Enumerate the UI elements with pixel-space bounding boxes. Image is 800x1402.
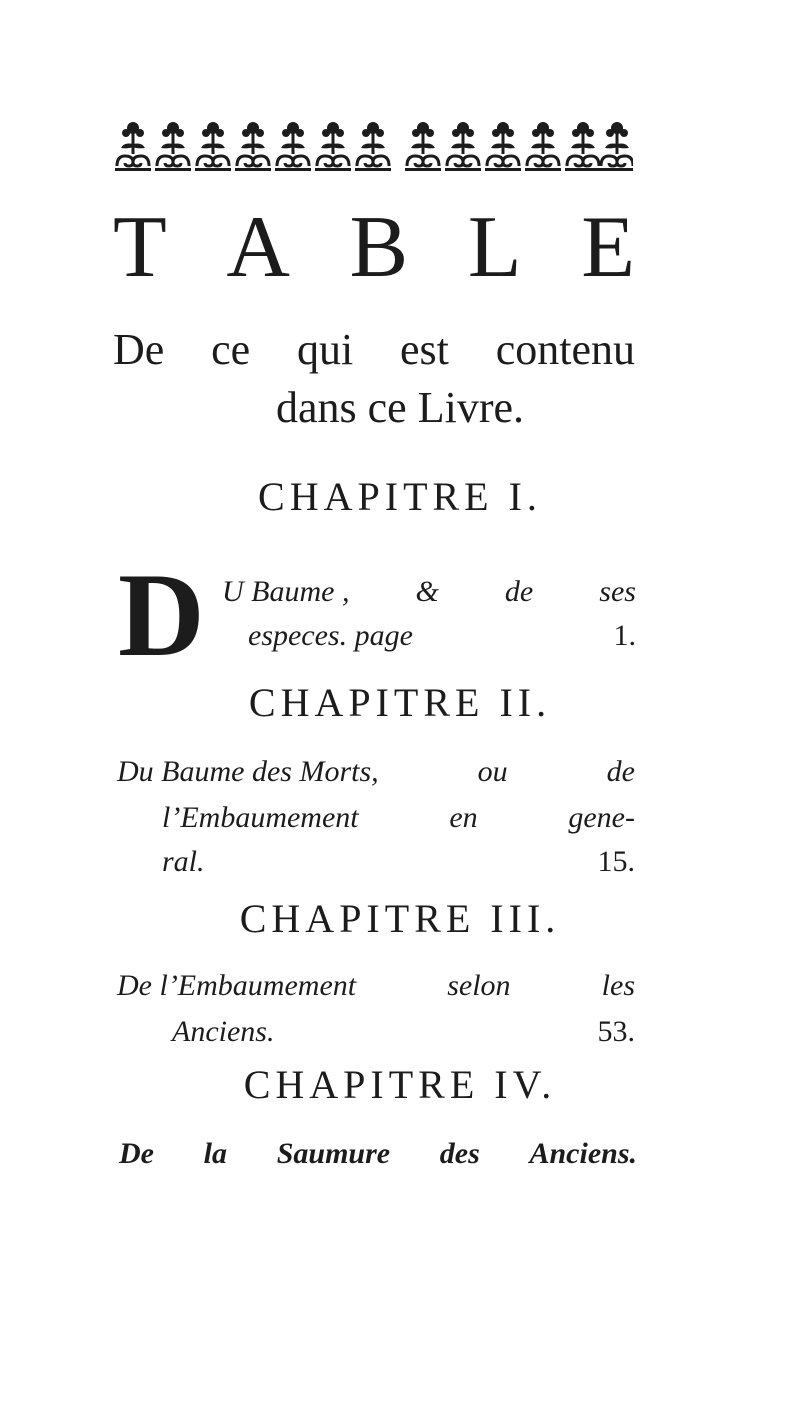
- entry-line: [162, 798, 635, 838]
- page-title: [113, 198, 635, 298]
- entry-text: especes. page: [248, 619, 413, 652]
- entry-word: de: [606, 755, 635, 788]
- entry-word: De l’Embaumement: [117, 969, 357, 1002]
- entry-word: de: [504, 575, 534, 608]
- page-number: 53.: [597, 1015, 635, 1048]
- entry-word: gene-: [568, 801, 635, 834]
- entry-word: en: [449, 801, 478, 834]
- page-number: 1.: [613, 619, 636, 652]
- entry-word: ou: [477, 755, 508, 788]
- chapter-heading: CHAPITRE IV.: [243, 1062, 557, 1107]
- entry-word: selon: [447, 969, 511, 1002]
- entry-word: l’Embaumement: [162, 801, 359, 834]
- entry-word: De: [119, 1137, 154, 1170]
- entry-line: [119, 1134, 637, 1174]
- entry-word: U Baume ,: [222, 575, 350, 608]
- title-letter: A: [226, 199, 290, 296]
- title-letter: B: [349, 199, 409, 296]
- chapter-heading: CHAPITRE III.: [239, 896, 561, 941]
- subtitle-line-1: De ce qui est contenu: [113, 325, 635, 374]
- entry-text: ral.: [162, 845, 205, 878]
- entry-line: [172, 1012, 635, 1052]
- entry-word: Saumure: [276, 1137, 391, 1170]
- entry-word: Anciens.: [529, 1137, 637, 1170]
- entry-word: ses: [599, 575, 636, 608]
- entry-word: la: [203, 1137, 228, 1170]
- title-letter: E: [581, 199, 635, 296]
- entry-line: [162, 842, 635, 882]
- entry-text: Anciens.: [172, 1015, 275, 1048]
- drop-cap: D: [118, 548, 205, 681]
- chapter-heading: CHAPITRE II.: [248, 680, 552, 725]
- entry-line: [248, 616, 636, 656]
- entry-word: &: [415, 575, 439, 608]
- page-number: 15.: [597, 845, 635, 878]
- fleuron-ornament-icon: [113, 118, 633, 180]
- entry-line: [117, 752, 635, 792]
- entry-word: les: [601, 969, 635, 1002]
- chapter-heading: CHAPITRE I.: [258, 474, 542, 519]
- title-letter: T: [113, 199, 167, 296]
- title-letter: L: [467, 199, 522, 296]
- subtitle-line-2: dans ce Livre.: [276, 383, 524, 432]
- entry-word: Du Baume des Morts,: [117, 755, 379, 788]
- entry-line: [222, 572, 636, 612]
- entry-word: des: [439, 1137, 480, 1170]
- entry-line: [117, 966, 635, 1006]
